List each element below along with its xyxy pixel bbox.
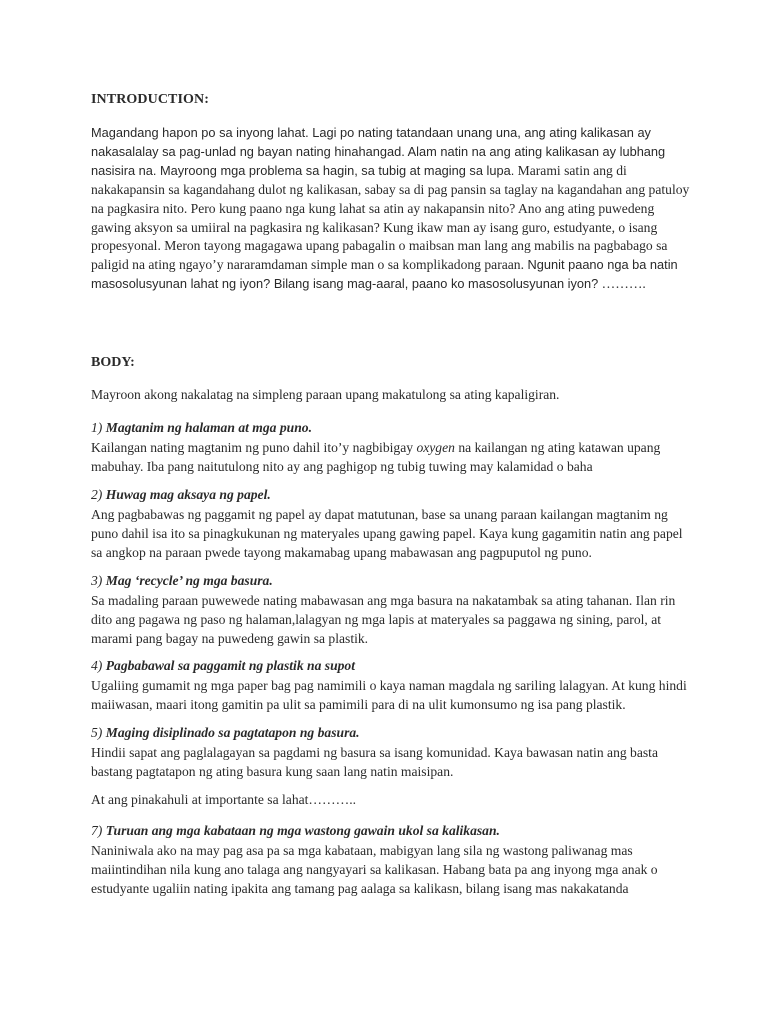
item-number: 7) [91, 823, 103, 838]
item-text: Sa madaling paraan puwewede nating mabawasan ang mga basura na nakatambak sa ating tahanan. Ilan rin dito ang pagawa ng paso ng halaman,lalagyan ng mga lapis at materyales sa paggawa ng sining, parol, at marami pang bagay na puwedeng gawin sa plastik. [91, 592, 676, 646]
item-title-text: Maging disiplinado sa pagtatapon ng basura. [105, 725, 360, 740]
item-text-a: Kailangan nating magtanim ng puno dahil ito’y nagbibigay [91, 439, 417, 455]
body-lead: Mayroon akong nakalatag na simpleng paraan upang makatulong sa ating kapaligiran. [91, 387, 560, 402]
item-number: 1) [91, 420, 103, 435]
list-item [91, 822, 691, 898]
item-title [91, 657, 691, 676]
intro-paragraph [91, 124, 691, 294]
item-text: Hindii sapat ang paglalagayan sa pagdami ng basura sa isang komunidad. Kaya bawasan natin ang basta bastang pagtatapon ng ating basura kung saan lang natin maisipan. [91, 744, 658, 779]
item-text: Naniniwala ako na may pag asa pa sa mga kabataan, mabigyan lang sila ng wastong paliwanag mas maiintindihan nila kung ano talaga ang nangyayari sa kalikasan. Habang bata pa ang inyong mga anak o estudyante ugaliin nating ipakita ang tamang pag aalaga sa kalikasn, bilang isang mas nakakatanda [91, 842, 658, 896]
intro-heading: INTRODUCTION: [91, 92, 209, 107]
body-heading: BODY: [91, 355, 135, 370]
intro-text-serif: Marami satin ang di nakakapansin sa kagandahang dulot ng kalikasan, sabay sa di pag pansin sa taglay na kagandahan ang patuloy na pagkasira nito. Pero kung paano nga kung lahat sa atin ay nakapansin nito? Ano ang ating puwedeng gawing aksyon sa umiiral na pagkasira ng kalikasan? Kung ikaw man ay isang guro, estudyante, o isang propesyonal. Meron tayong magagawa upang pabagalin o maibsan man lang ang mabilis na pagbabago sa paligid na ating ngayo’y nararamdaman simple man o sa komplikadong paraan. [91, 162, 690, 273]
item-title-text: Pagbabawal sa paggamit ng plastik na supot [105, 658, 355, 673]
item-text-italic: oxygen [416, 439, 455, 455]
item-number: 3) [91, 573, 103, 588]
intro-ellipsis: ………. [598, 276, 646, 292]
item-text-b: na kailangan ng ating katawan upang mabuhay. Iba pang naitutulong nito ay ang paghigop ng tubig tuwing may kalamidad o baha [91, 439, 661, 474]
item-title [91, 419, 691, 438]
item-text: Ugaliing gumamit ng mga paper bag pag namimili o kaya naman magdala ng sariling lalagyan. At kung hindi maiiwasan, maari itong gamitin pa ulit sa pamimili para di na ulit kumonsumo ng isa pang plastik. [91, 677, 687, 712]
item-title-text: Turuan ang mga kabataan ng mga wastong gawain ukol sa kalikasan. [105, 823, 500, 838]
item-title [91, 724, 691, 743]
item-title [91, 572, 691, 591]
list-item [91, 724, 691, 781]
item-text: Ang pagbabawas ng paggamit ng papel ay dapat matutunan, base sa unang paraan kailangan magtanim ng puno dahil isa ito sa pinagkukunan ng materyales upang gawing papel. Kaya kung gagamitin natin ang papel sa angkop na paraan pwede tayong makamabag upang mabawasan ang pagpuputol ng puno. [91, 506, 683, 560]
intro-text-sans: Magandang hapon po sa inyong lahat. Lagi po nating tatandaan unang una, ang ating kalikasan ay nakasalalay sa pag-unlad ng bayan nating hinahangad. Alam natin na ang ating kalikasan ay lubhang nasisira na. Mayroong mga problema sa hagin, sa tubig at maging sa lupa. [91, 125, 666, 178]
item-title [91, 486, 691, 505]
item-number: 4) [91, 658, 103, 673]
closing-note: At ang pinakahuli at importante sa lahat……….. [91, 792, 357, 807]
item-number: 5) [91, 725, 103, 740]
list-item [91, 657, 691, 714]
list-item [91, 486, 691, 562]
item-text [91, 438, 691, 476]
item-title-text: Magtanim ng halaman at mga puno. [105, 420, 312, 435]
item-title-text: Mag ‘recycle’ ng mga basura. [105, 573, 273, 588]
intro-text-question: Ngunit paano nga ba natin masosolusyunan lahat ng iyon? Bilang isang mag-aaral, paano ko masosolusyunan iyon? [91, 257, 678, 292]
list-item [91, 419, 691, 476]
item-title [91, 822, 691, 841]
list-item [91, 572, 691, 648]
item-title-text: Huwag mag aksaya ng papel. [105, 487, 271, 502]
item-number: 2) [91, 487, 103, 502]
